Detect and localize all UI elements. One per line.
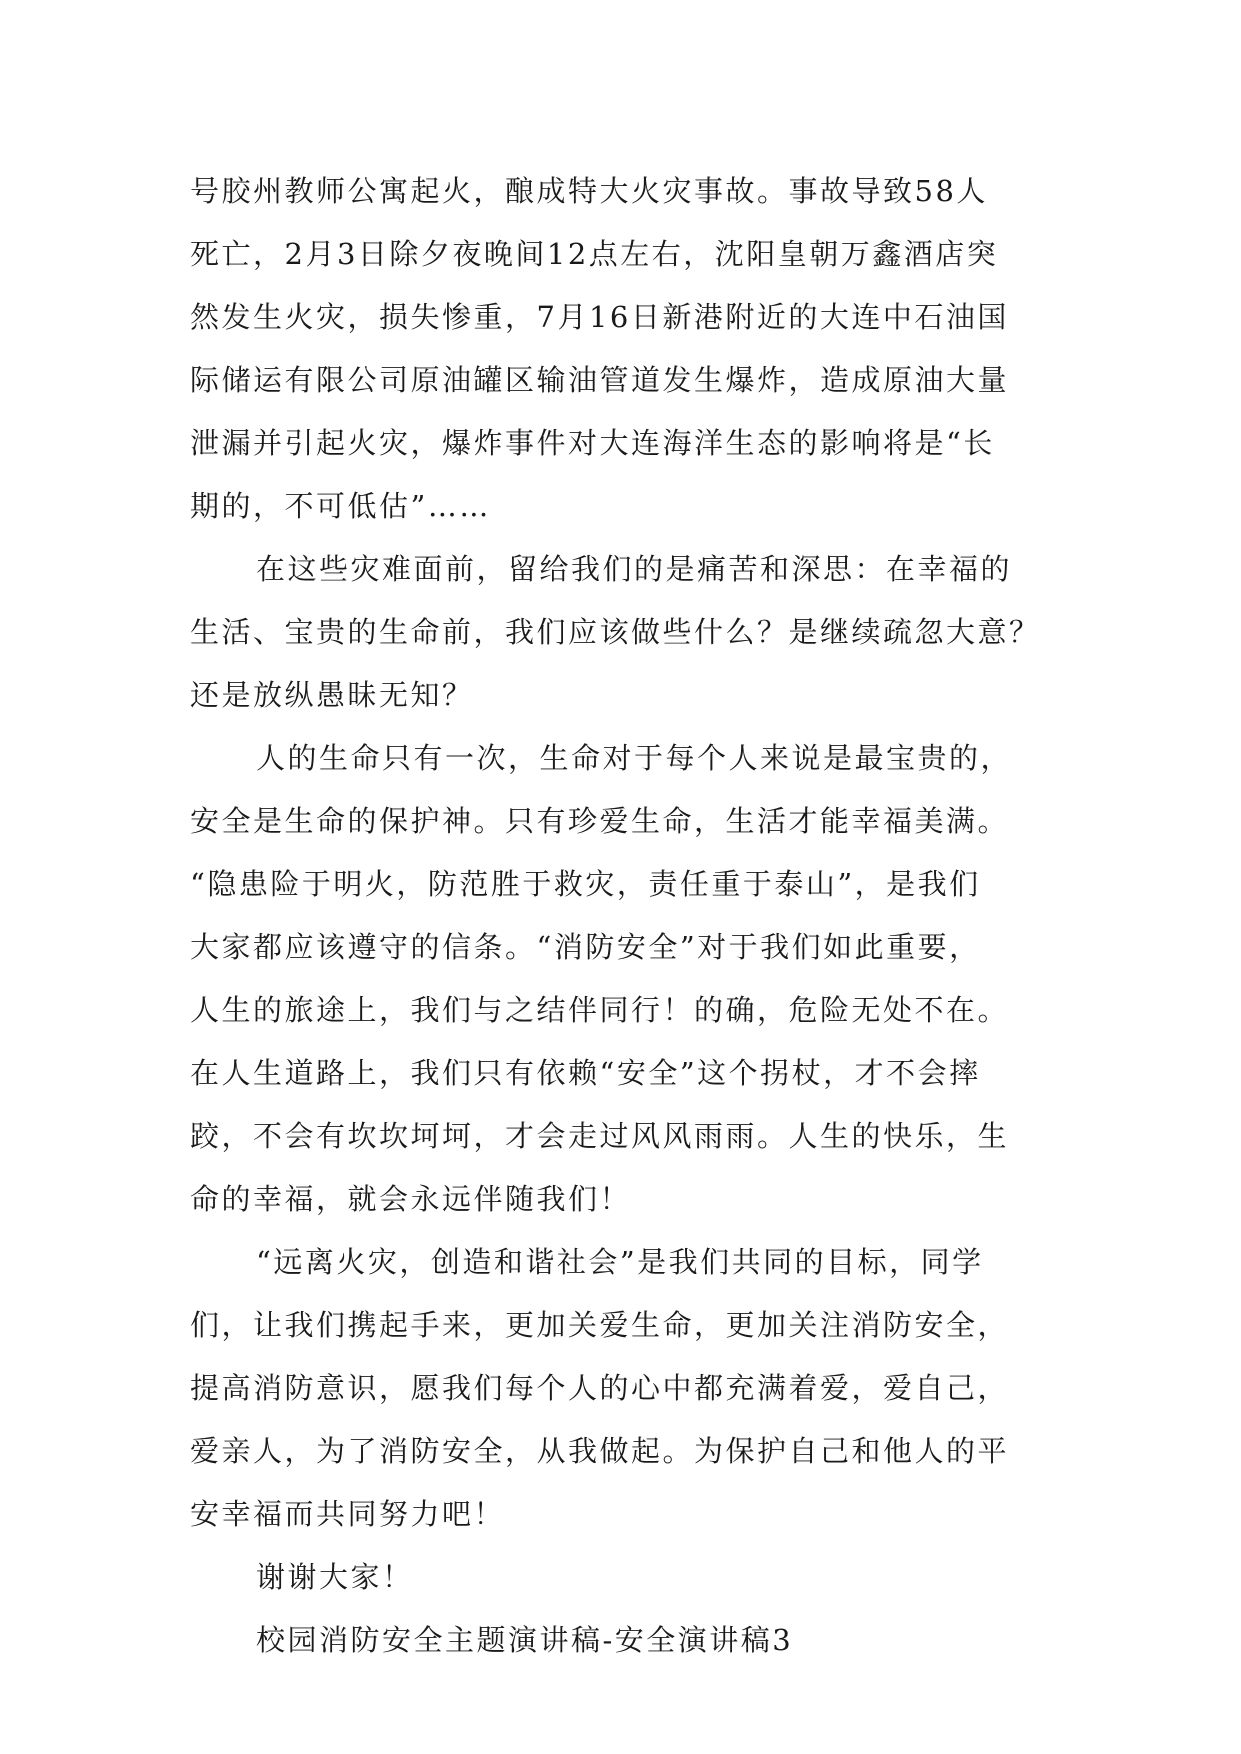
text-line: 在这些灾难面前，留给我们的是痛苦和深思：在幸福的 <box>256 552 1013 586</box>
text-line: 人的生命只有一次，生命对于每个人来说是最宝贵的， <box>256 741 1013 775</box>
text-line: “远离火灾，创造和谐社会”是我们共同的目标，同学 <box>256 1245 984 1279</box>
text-line: 泄漏并引起火灾，爆炸事件对大连海洋生态的影响将是“长 <box>190 426 995 460</box>
text-line: 提高消防意识，愿我们每个人的心中都充满着爱，爱自己， <box>190 1371 1010 1405</box>
text-line: 死亡，2月3日除夕夜晚间12点左右，沈阳皇朝万鑫酒店突 <box>190 237 999 271</box>
text-line: 际储运有限公司原油罐区输油管道发生爆炸，造成原油大量 <box>190 363 1010 397</box>
text-line: 命的幸福，就会永远伴随我们！ <box>190 1182 632 1216</box>
text-line: 生活、宝贵的生命前，我们应该做些什么？是继续疏忽大意？ <box>190 615 1041 649</box>
text-line: 在人生道路上，我们只有依赖“安全”这个拐杖，才不会摔 <box>190 1056 981 1090</box>
text-line: 跤，不会有坎坎坷坷，才会走过风风雨雨。人生的快乐，生 <box>190 1119 1010 1153</box>
text-line: 谢谢大家！ <box>256 1560 414 1594</box>
text-line: 号胶州教师公寓起火，酿成特大火灾事故。事故导致58人 <box>190 174 988 208</box>
text-line: 们，让我们携起手来，更加关爱生命，更加关注消防安全， <box>190 1308 1010 1342</box>
text-line: 爱亲人，为了消防安全，从我做起。为保护自己和他人的平 <box>190 1434 1010 1468</box>
text-line: “隐患险于明火，防范胜于救灾，责任重于泰山”，是我们 <box>190 867 981 901</box>
section-heading: 校园消防安全主题演讲稿-安全演讲稿3 <box>256 1623 794 1657</box>
text-line: 人生的旅途上，我们与之结伴同行！的确，危险无处不在。 <box>190 993 1010 1027</box>
document-body <box>190 160 1070 1672</box>
text-line: 安幸福而共同努力吧！ <box>190 1497 506 1531</box>
text-line: 还是放纵愚昧无知？ <box>190 678 474 712</box>
text-line: 期的，不可低估”…… <box>190 489 491 523</box>
text-line: 安全是生命的保护神。只有珍爱生命，生活才能幸福美满。 <box>190 804 1010 838</box>
text-line: 大家都应该遵守的信条。“消防安全”对于我们如此重要， <box>190 930 981 964</box>
text-line: 然发生火灾，损失惨重，7月16日新港附近的大连中石油国 <box>190 300 1009 334</box>
